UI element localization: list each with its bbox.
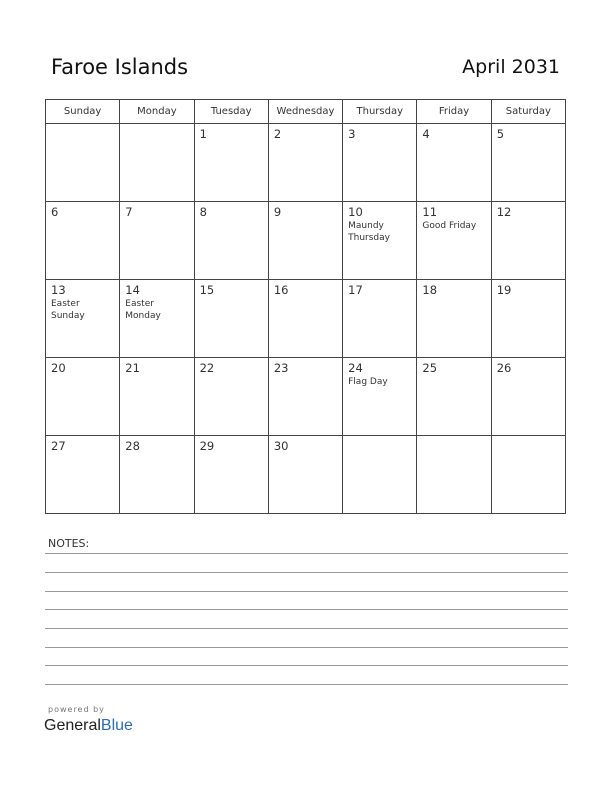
day-number: 16: [273, 283, 289, 297]
day-number: 25: [422, 361, 438, 375]
day-number: 12: [496, 205, 512, 219]
day-number: 8: [199, 205, 207, 219]
day-number: 28: [125, 439, 140, 453]
day-number: 6: [51, 205, 59, 219]
weekday-header: Friday: [417, 100, 491, 124]
day-cell: [120, 280, 194, 358]
week-row: [46, 358, 566, 436]
day-cell: [491, 124, 565, 202]
calendar-month-title: April 2031: [462, 56, 560, 78]
day-cell: [417, 202, 491, 280]
calendar-grid: [45, 99, 566, 514]
day-cell: [343, 436, 417, 514]
brand-general-text: General: [44, 717, 101, 734]
day-number: 3: [348, 127, 356, 141]
day-number: 29: [199, 439, 215, 453]
day-cell: [46, 202, 120, 280]
day-cell: [120, 202, 194, 280]
day-cell: [194, 202, 268, 280]
weekday-header-row: [46, 100, 566, 124]
calendar-country-title: Faroe Islands: [51, 55, 189, 79]
week-row: [46, 202, 566, 280]
day-cell: [343, 280, 417, 358]
day-cell: [46, 124, 120, 202]
day-number: 9: [273, 205, 282, 219]
note-line: [45, 553, 568, 554]
day-number: 18: [422, 283, 438, 297]
note-line: [45, 665, 568, 666]
day-cell: [194, 280, 268, 358]
day-cell: [46, 358, 120, 436]
weekday-header: Sunday: [46, 100, 120, 124]
holiday-label: Maundy Thursday: [348, 221, 390, 243]
day-cell: [46, 436, 120, 514]
note-line: [45, 684, 568, 685]
weekday-header: Thursday: [343, 100, 417, 124]
day-number: 13: [51, 283, 66, 297]
day-cell: [268, 436, 342, 514]
day-cell: [268, 280, 342, 358]
day-number: 5: [496, 127, 505, 141]
day-cell: [268, 202, 342, 280]
weekday-header: Saturday: [491, 100, 565, 124]
day-cell: [491, 358, 565, 436]
day-number: 7: [125, 205, 133, 219]
day-cell: [120, 436, 194, 514]
weekday-header: Tuesday: [194, 100, 268, 124]
day-cell: [491, 202, 565, 280]
day-cell: [417, 358, 491, 436]
day-number: 14: [125, 283, 140, 297]
day-cell: [417, 436, 491, 514]
weekday-header: Wednesday: [268, 100, 342, 124]
note-line: [45, 609, 568, 610]
day-cell: [343, 202, 417, 280]
day-cell: [491, 280, 565, 358]
day-cell: [491, 436, 565, 514]
day-cell: [120, 358, 194, 436]
day-cell: [417, 280, 491, 358]
day-number: 4: [422, 127, 430, 141]
day-number: 1: [199, 127, 207, 141]
brand-logo: [44, 717, 133, 735]
day-cell: [343, 358, 417, 436]
holiday-label: Good Friday: [422, 221, 477, 231]
powered-by-text: powered by: [48, 705, 105, 714]
day-cell: [268, 124, 342, 202]
note-line: [45, 628, 568, 629]
day-number: 15: [199, 283, 215, 297]
day-cell: [194, 124, 268, 202]
week-row: [46, 124, 566, 202]
day-cell: [417, 124, 491, 202]
day-number: 30: [273, 439, 289, 453]
note-line: [45, 591, 568, 592]
notes-label: NOTES:: [48, 537, 90, 550]
holiday-label: Easter Sunday: [51, 299, 85, 321]
day-number: 21: [125, 361, 140, 375]
day-cell: [268, 358, 342, 436]
day-cell: [194, 436, 268, 514]
note-line: [45, 572, 568, 573]
day-cell: [343, 124, 417, 202]
week-row: [46, 280, 566, 358]
day-number: 10: [348, 205, 363, 219]
day-number: 26: [496, 361, 512, 375]
brand-blue-text: Blue: [100, 717, 133, 734]
day-cell: [120, 124, 194, 202]
day-number: 20: [51, 361, 66, 375]
day-cell: [194, 358, 268, 436]
day-number: 17: [348, 283, 363, 297]
day-number: 11: [422, 205, 438, 219]
day-number: 2: [273, 127, 282, 141]
weekday-header: Monday: [120, 100, 194, 124]
day-number: 24: [348, 361, 363, 375]
day-number: 23: [273, 361, 289, 375]
day-number: 19: [496, 283, 512, 297]
day-cell: [46, 280, 120, 358]
day-number: 22: [199, 361, 215, 375]
note-line: [45, 647, 568, 648]
day-number: 27: [51, 439, 66, 453]
week-row: [46, 436, 566, 514]
holiday-label: Easter Monday: [125, 299, 161, 321]
holiday-label: Flag Day: [348, 377, 388, 387]
